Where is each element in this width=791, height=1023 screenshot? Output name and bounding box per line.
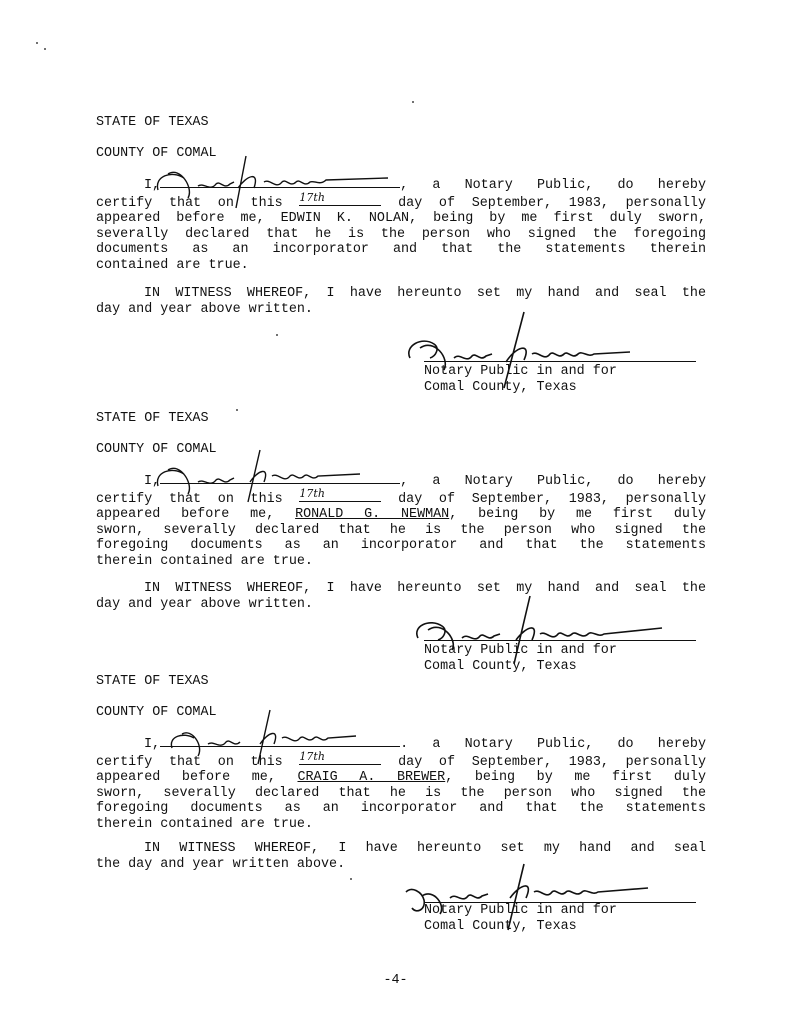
certify-role: . a Notary Public, do hereby — [400, 737, 706, 752]
certify-intro: I, — [144, 474, 161, 489]
day-fill: 17th — [299, 749, 325, 763]
scan-speck — [412, 101, 414, 103]
witness-text: the day and year written above. — [96, 856, 346, 872]
notary-title: Notary Public in and for — [424, 364, 617, 379]
state-heading: STATE OF TEXAS — [96, 115, 209, 130]
person-name: RONALD G. NEWMAN — [295, 507, 450, 522]
scan-speck — [236, 409, 238, 411]
witness-text: day and year above written. — [96, 301, 313, 317]
county-heading: COUNTY OF COMAL — [96, 146, 217, 161]
certification-paragraph — [96, 176, 706, 273]
day-blank — [299, 486, 381, 502]
day-fill: 17th — [299, 486, 325, 500]
county-heading: COUNTY OF COMAL — [96, 442, 217, 457]
notary-title: Notary Public in and for — [424, 643, 617, 658]
page-number: -4- — [383, 973, 408, 988]
appeared-post: , being by me first duly — [445, 770, 706, 785]
notary-name-blank — [160, 735, 400, 747]
body-line: foregoing documents as an incorporator and that the statements — [96, 801, 706, 816]
body-line: contained are true. — [96, 257, 249, 273]
body-line: sworn, severally declared that he is the person who signed the — [96, 785, 706, 801]
scan-speck — [276, 334, 278, 336]
person-name: EDWIN K. NOLAN — [280, 211, 410, 226]
county-heading: COUNTY OF COMAL — [96, 705, 217, 720]
scan-speck — [36, 42, 38, 44]
appeared-pre: appeared before me, — [96, 211, 265, 226]
witness-text: IN WITNESS WHEREOF, I have hereunto set my hand and seal — [144, 841, 706, 856]
body-line: severally declared that he is the person who signed the foregoing — [96, 226, 706, 242]
certify-role: , a Notary Public, do hereby — [400, 178, 706, 193]
appeared-pre: appeared before me, — [96, 507, 275, 522]
certify-day-pre: certify that on this — [96, 754, 283, 770]
person-name: CRAIG A. BREWER — [297, 770, 446, 785]
signature-line — [424, 361, 696, 362]
scan-speck — [44, 48, 46, 50]
scan-speck — [350, 878, 352, 880]
certify-role: , a Notary Public, do hereby — [400, 474, 706, 489]
signature-line — [424, 640, 696, 641]
notary-title: Notary Public in and for — [424, 903, 617, 918]
day-fill: 17th — [299, 190, 325, 204]
appeared-post: , being by me first duly — [449, 507, 706, 522]
body-line: therein contained are true. — [96, 553, 313, 569]
certify-day-pre: certify that on this — [96, 491, 283, 507]
certify-day-post: day of September, 1983, personally — [398, 491, 706, 507]
appeared-post: , being by me first duly sworn, — [409, 211, 706, 226]
certify-day-post: day of September, 1983, personally — [398, 754, 706, 770]
witness-text: day and year above written. — [96, 596, 313, 612]
witness-paragraph — [96, 841, 706, 872]
certify-intro: I, — [144, 178, 161, 193]
state-heading: STATE OF TEXAS — [96, 674, 209, 689]
witness-paragraph — [96, 286, 706, 317]
certification-paragraph — [96, 735, 706, 832]
body-line: therein contained are true. — [96, 816, 313, 832]
witness-text: IN WITNESS WHEREOF, I have hereunto set my hand and seal the — [144, 286, 706, 301]
notary-county: Comal County, Texas — [424, 659, 577, 674]
appeared-pre: appeared before me, — [96, 770, 276, 785]
witness-paragraph — [96, 581, 706, 612]
notary-county: Comal County, Texas — [424, 380, 577, 395]
state-heading: STATE OF TEXAS — [96, 411, 209, 426]
certify-day-post: day of September, 1983, personally — [398, 195, 706, 211]
witness-text: IN WITNESS WHEREOF, I have hereunto set my hand and seal the — [144, 581, 706, 596]
day-blank — [299, 749, 381, 765]
body-line: documents as an incorporator and that the statements therein — [96, 242, 706, 257]
certify-day-pre: certify that on this — [96, 195, 283, 211]
notary-name-blank — [160, 176, 400, 188]
certification-paragraph — [96, 472, 706, 569]
body-line: foregoing documents as an incorporator and that the statements — [96, 538, 706, 553]
notary-name-blank — [160, 472, 400, 484]
day-blank — [299, 190, 381, 206]
notary-county: Comal County, Texas — [424, 919, 577, 934]
body-line: sworn, severally declared that he is the person who signed the — [96, 522, 706, 538]
certify-intro: I, — [144, 737, 161, 752]
